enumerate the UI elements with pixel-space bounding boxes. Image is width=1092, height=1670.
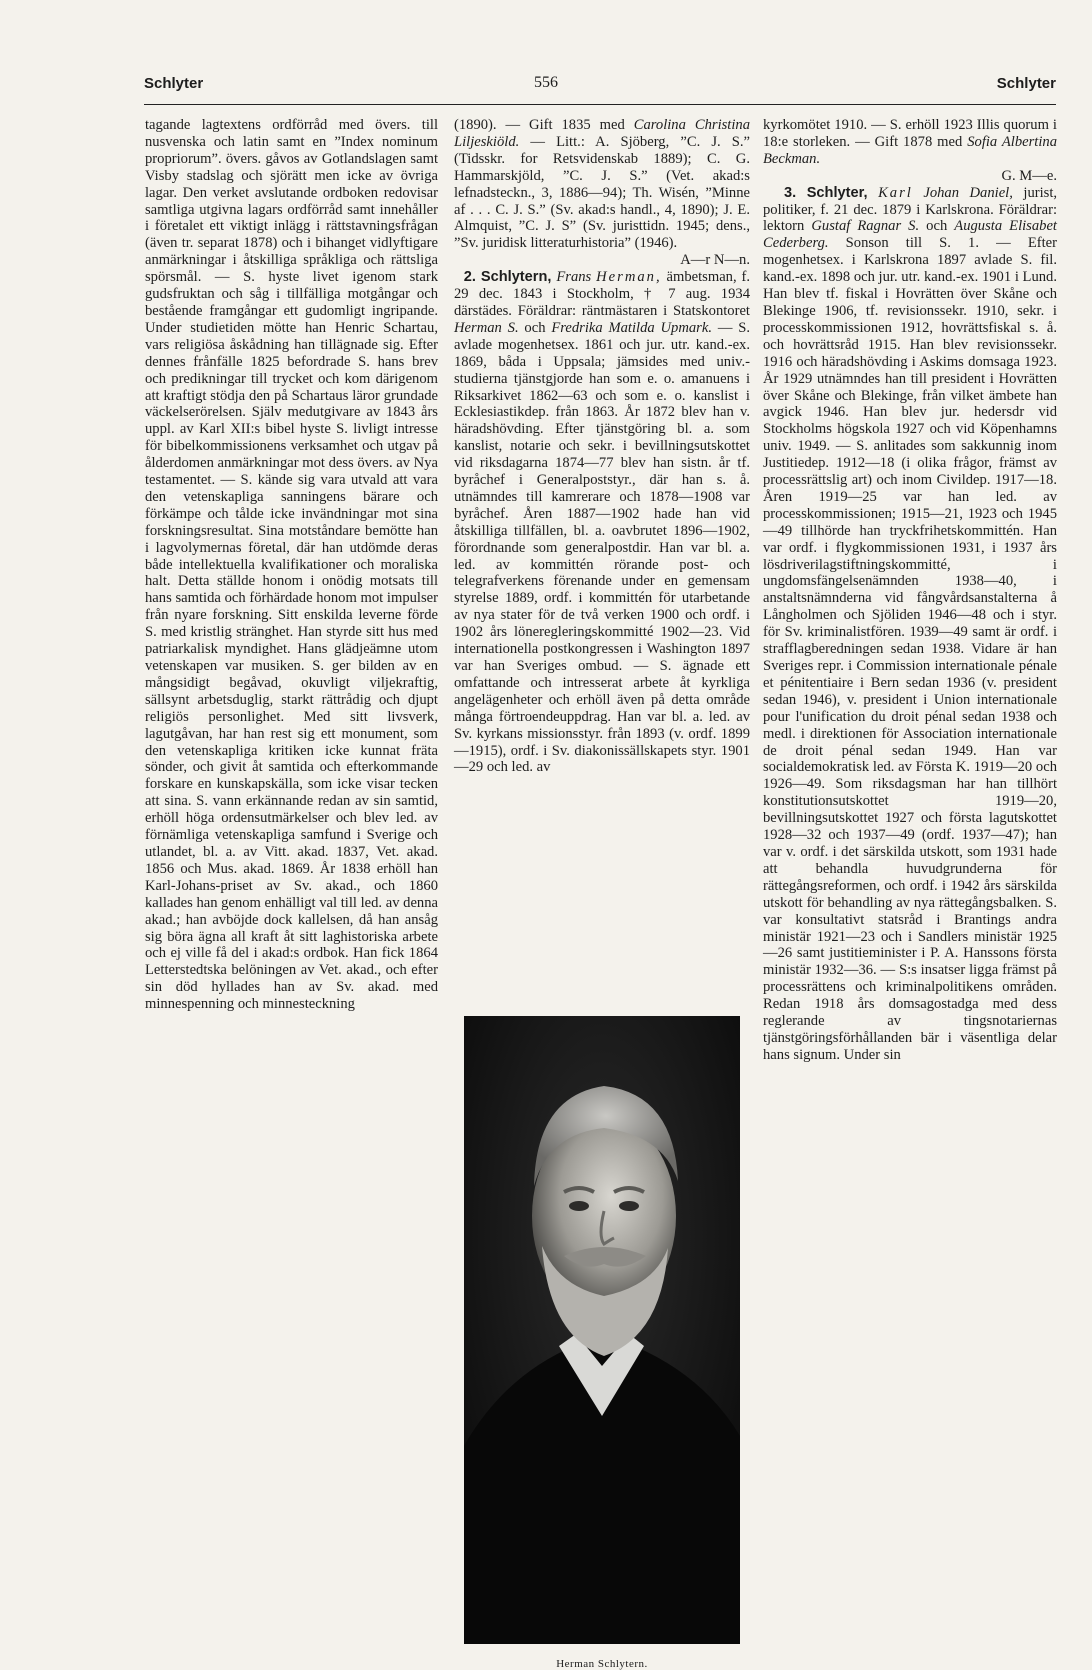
entry-3 — [763, 185, 1057, 1064]
father-name: Gustaf Ragnar S. — [811, 218, 920, 235]
text-span: jurist, politiker, f. 21 dec. 1879 i Karlskrona. Föräldrar: lektorn — [763, 184, 1058, 235]
entry-number: 3. — [784, 184, 797, 201]
spouse-name: Sofia Albertina Beckman. — [763, 133, 1058, 167]
header-rule — [144, 104, 1056, 105]
entry-2 — [454, 269, 750, 776]
text-span: Sonson till S. 1. — Efter mogenhetsex. i Karlskrona 1897 avlade S. fil. kand.-ex. 1898 och jur. utr. kand.-ex. 1901 i Lund. Han blev tf. fiskal i Hovrätten över Skåne och Blekinge 1906, tf. revisionssekr. 1910, sekr. i processkommissionen 1912, hovrättsfiskal s. å. och hovrättsråd 1915. Han blev revisionssekr. 1916 och häradshövding i Askims domsaga 1923. År 1929 utnämndes han till president i Hovrätten över Skåne och Blekinge, från vilket ämbete han avgick 1946. Han blev jur. hedersdr vid Stockholms högskola 1927 och vid Köpenhamns univ. 1949. — S. anlitades som sakkunnig inom Justitiedep. 1912—18 (i olika frågor, främst av processrättslig art) och inom Civildep. 1917—18. Åren 1919—25 var han led. av processkommissionen; 1915—21, 1923 och 1945—49 tillhörde han tryckfrihetskommittén. Han var ordf. i flygkommissionen 1931, i 1937 års lösdriverilagstiftningskommitté, i ungdomsfängelsenämnden 1938—40, i anstaltsnämnderna vid fångvårdsanstalterna å Långholmen och Sjöliden 1946—48 och i styr. för Sv. kriminalistfören. 1939—49 samt är ordf. i strafflagberedningen sedan 1938. Vidare är han Sveriges repr. i Commission internationale pénale et pénitentiaire i Bern sedan 1936 (v. president sedan 1946), v. president i Union internationale pour l'unification du droit pénal sedan 1938 och medl. i direktionen för Association internationale de droit pénal sedan 1949. Han var socialdemokratisk led. av Första K. 1919—20 och 1926—49. Som riksdagsman har han tillhört konstitutionsutskottet 1919—20, bevillningsutskottet 1927 och första lagutskottet 1928—32 och 1937—49 (ordf. 1937—47); han var v. ordf. i det särskilda utskott, som 1931 hade att behandla huvudgrunderna för rättegångsreformen, och ordf. i 1942 års särskilda utskott för behandling av nya rättegångsbalken. S. var konsultativt statsråd i Brantings andra ministär 1921—23 och i Sandlers ministär 1925—26 samt justitieminister i P. A. Hanssons första ministär 1932—36. — S:s insatser ligga främst på processrättens och kriminalpolitikens områden. Redan 1918 års domsagostadga med dess reglerande av tingsnotariernas tjänstgöringsförhållanden bär i väsentliga delar hans signum. Under sin — [763, 235, 1057, 1063]
mother-name: Fredrika Matilda Upmark. — [551, 319, 712, 336]
running-head-left: Schlyter — [144, 75, 204, 92]
entry-called-name: Herman, — [596, 269, 662, 286]
portrait-caption: Herman Schlytern. — [556, 1658, 648, 1670]
text-span: (1890). — Gift 1835 med — [454, 117, 634, 133]
portrait-image — [464, 1016, 740, 1644]
running-head-right: Schlyter — [996, 75, 1056, 92]
spouse-name: Carolina Christina Liljeskiöld. — [454, 117, 751, 150]
author-signature: A—r N—n. — [680, 252, 750, 269]
entry-1-ending — [454, 117, 750, 252]
portrait-photo — [464, 1016, 740, 1644]
portrait-figure — [454, 1016, 750, 1652]
text-span: ämbetsman, f. 29 dec. 1843 i Stockholm, † 7 aug. 1934 därstädes. Föräldrar: räntmästaren i Statskontoret — [454, 269, 751, 319]
entry-number: 2. — [463, 269, 476, 286]
author-signature: G. M—e. — [1001, 167, 1057, 184]
text-span: kyrkomötet 1910. — S. erhöll 1923 Illis quorum i 18:e storleken. — Gift 1878 med — [763, 117, 1057, 150]
entry-given-name: Johan Daniel, — [923, 184, 1013, 201]
column-1-text: tagande lagtextens ordförråd med övers. till nusvenska och latin samt en ”Index nominum propriorum”. övers. gåvos av Gotlandslagen samt Visby stadslag och sjörätt men icke av övriga lagar. Den verket avslutande ordboken redovisar samtliga utgivna lagars ordförråd samt innehåller i företalet ett viktigt inlägg i rättstavningsfrågan (även tr. separat 1878) och i bihanget vidlyftigare anmärkningar i åtskilliga språkliga och rättsliga spörsmål. — S. hyste livet igenom stark gudsfruktan och såg i tillfälliga motgångar och bestående framgångar ett gudomligt ingripande. Under studietiden mötte han Henric Schartau, vars religiösa åskådning han tillägnade sig. Efter dennes frånfälle 1825 befordrade S. hans brev och predikningar till trycket och kom därigenom att kraftigt stödja den på Schartaus läror grundade väckelserörelsen. Själv medutgivare av 1843 års uppl. av Karl XII:s bibel hyste S. livligt intresse för bibelkommissionens verksamhet och utgav på ålderdomen anmärkningar mot dess övers. av Nya testamentet. — S. kände sig vara utvald att vara den vetenskapliga sanningens bärare och förkämpe och tålde icke invändningar mot sina forskningsresultat. Sina motståndare bemötte han i lagvolymernas företal, där han utdömde deras både intellektuella kvalifikationer och moraliska halt. Detta ställde honom i onödig motsats till hans samtida och förhärdade honom mot impulser från nyare forskning. Sitt enskilda leverne förde S. med kristlig stränghet. Han styrde sitt hus med patriarkalisk myndighet. Hans glädjeämne utom vetenskapen var musiken. S. ger bilden av en mångsidigt begåvad, okuvligt viljekraftig, sällsynt arbetsduglig, starkt rättrådig och djupt religiös personlighet. Med sitt livsverk, lagutgåvan, har han rest sig ett monument, som den vetenskapliga kritiken icke kunnat fräta sönder, och givit åt samtida och efterkommande forskare en kunskapskälla, som icke visar tecken att sina. S. vann erkännande redan av sin samtid, erhöll höga ordensutmärkelser och blev led. av förnämliga vetenskapliga samfund i Sverige och utlandet, bl. a. av Vitt. akad. 1837, Vet. akad. 1856 och Mus. akad. 1869. År 1838 erhöll han Karl-Johans-priset av Sv. akad., och 1860 kallades han genom enhälligt val till led. av denna akad.; han avböjde dock kallelsen, då han ansåg sig böra ägna all kraft åt sitt laghistoriska arbete och ej ville få del i akad:s ordbok. Han fick 1864 Letterstedtska belöningen av Vet. akad., och efter sin död hyllades han av Sv. akad. med minnespenning och minnesteckning — [145, 117, 439, 1013]
column-3 — [763, 117, 1057, 1064]
text-span: — S. avlade mogenhetsex. 1861 och jur. utr. kand.-ex. 1869, båda i Uppsala; jämsides med univ.-studierna tjänstgjorde han som e. o. amanuens i Riksarkivet 1862—63 och som e. o. kanslist i Ecklesiastikdep. från 1863. År 1872 blev han v. häradshövding. Efter tjänstgöring bl. a. som kanslist, notarie och sekr. i bevillningsutskottet vid riksdagarna 1874—77 blev han sistn. år tf. byråchef i Generalpoststyr., där han s. å. utnämndes till kamrerare och 1878—1908 var byråchef. Åren 1887—1902 hade han vid åtskilliga tillfällen, bl. a. oavbrutet 1896—1902, förordnande som generalpostdir. Han var bl. a. led. av kommittén rörande post- och telegrafverkens förenande under en gemensam styrelse 1889, ordf. i kommittén för utarbetande av nya stater för de två verken 1900 och ordf. i 1902 års löneregleringskommitté 1902—23. Vid internationella postkongressen i Washington 1897 var han Sveriges ombud. — S. ägnade ett omfattande och intresserat arbete åt kyrkliga angelägenheter och erhöll även på detta område många förtroendeuppdrag. Han var bl. a. led. av Sv. kyrkans missionsstyr. från 1893 (v. ordf. 1899—1915), ordf. i Sv. diakonissällskapets styr. 1901—29 och led. av — [454, 319, 750, 776]
entry-surname: Schlytern, — [480, 269, 552, 286]
column-1 — [145, 117, 438, 1013]
page-number: 556 — [534, 74, 558, 91]
text-span: och — [518, 319, 552, 336]
text-span: och — [919, 218, 955, 235]
entry-surname: Schlyter, — [806, 184, 868, 201]
father-name: Herman S. — [454, 319, 519, 336]
entry-called-name: Karl — [878, 184, 913, 201]
column-2 — [454, 117, 750, 776]
entry-given-name: Frans — [556, 269, 592, 286]
entry-2-ending — [763, 117, 1057, 168]
mother-name: Augusta Elisabet Cederberg. — [763, 218, 1057, 252]
page-header — [0, 0, 1092, 110]
literature-text: — Litt.: A. Sjöberg, ”C. J. S.” (Tidsskr. for Retsvidenskab 1889); C. G. Hammarskjöld, ”C. J. S.” (Vet. akad:s lefnadsteckn., 3, 1886—94); Th. Wisén, ”Minne af . . . C. J. S.” (Sv. akad:s handl., 4, 1890); J. E. Almquist, ”C. J. S” (Sv. juristtidn. 1945; dens., ”Sv. juridisk litteraturhistoria” (1946). — [454, 133, 750, 252]
